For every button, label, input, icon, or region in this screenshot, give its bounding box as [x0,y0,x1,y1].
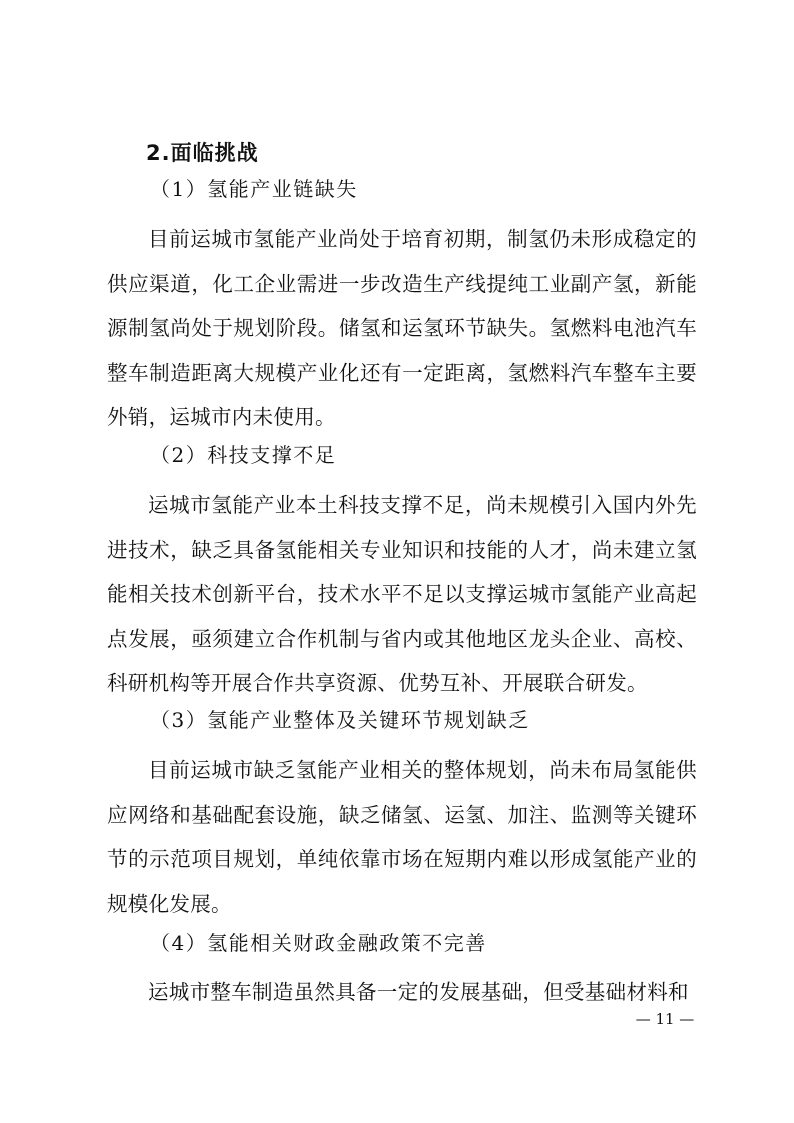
subsection-body-1: 目前运城市氢能产业尚处于培育初期，制氢仍未形成稳定的供应渠道，化工企业需进一步改造生产线提纯工业副产氢，新能源制氢尚处于规划阶段。储氢和运氢环节缺失。氢燃料电池汽车整车制造距离大规模产业化还有一定距离，氢燃料汽车整车主要外销，运城市内未使用。 [107,227,697,429]
subsection-heading-3: （3）氢能产业整体及关键环节规划缺乏 [150,708,530,732]
subsection-body-2: 运城市氢能产业本土科技支撑不足，尚未规模引入国内外先进技术，缺乏具备氢能相关专业知识和技能的人才，尚未建立氢能相关技术创新平台，技术水平不足以支撑运城市氢能产业高起点发展，亟须建立合作机制与省内或其他地区龙头企业、高校、科研机构等开展合作共享资源、优势互补、开展联合研发。 [107,493,697,695]
subsection-heading-4: （4）氢能相关财政金融政策不完善 [150,931,487,955]
subsection-heading-1: （1）氢能产业链缺失 [150,177,358,201]
subsection-body-4: 运城市整车制造虽然具备一定的发展基础，但受基础材料和 [148,980,689,1004]
subsection-heading-2: （2）科技支撑不足 [150,443,337,467]
section-title: 2.面临挑战 [146,141,259,165]
subsection-body-3: 目前运城市缺乏氢能产业相关的整体规划，尚未布局氢能供应网络和基础配套设施，缺乏储氢、运氢、加注、监测等关键环节的示范项目规划，单纯依靠市场在短期内难以形成氢能产业的规模化发展。 [107,758,697,916]
page-number: — 11 — [635,1010,695,1028]
